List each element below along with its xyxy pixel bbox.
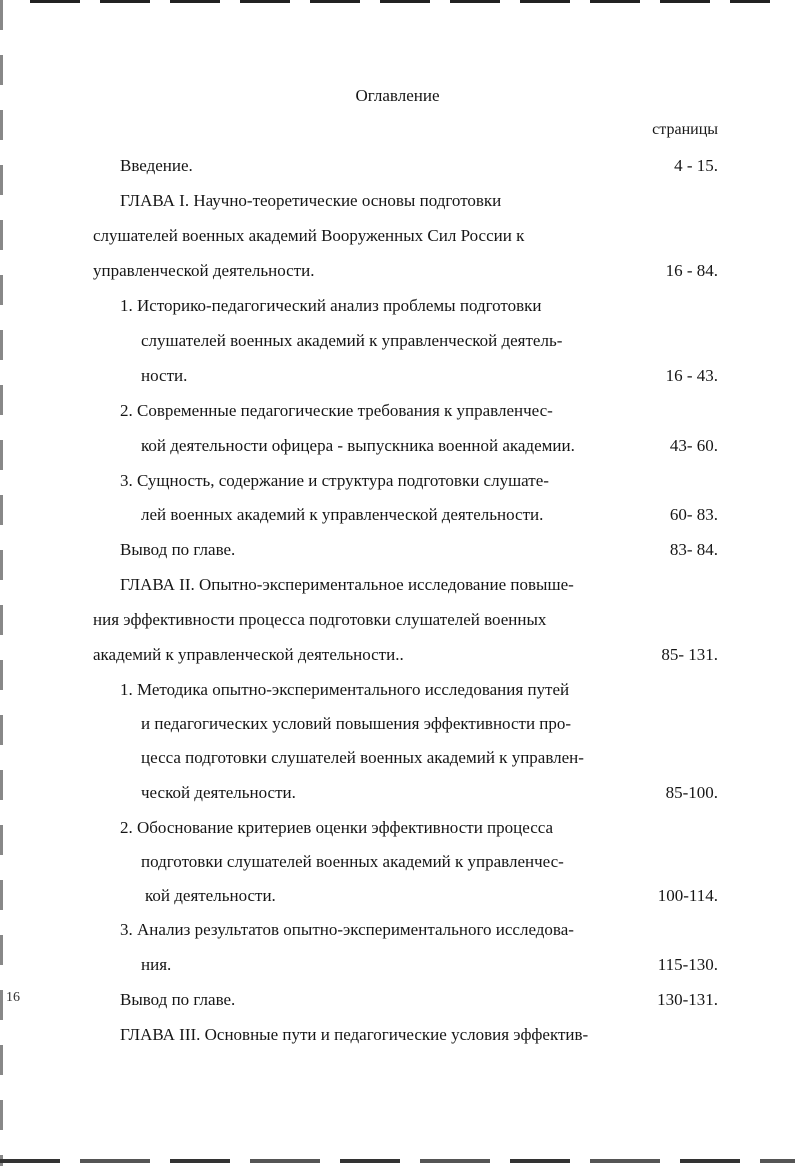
scan-left-edge (0, 0, 3, 1166)
toc-line: ческой деятельности. (141, 783, 296, 802)
toc-line: 3. Сущность, содержание и структура подготовки слушате- (120, 471, 549, 490)
scan-top-edge (30, 0, 770, 3)
toc-pages: 43- 60. (669, 436, 718, 455)
toc-line: академий к управленческой деятельности.. (93, 645, 404, 664)
scan-bottom-edge (0, 1159, 795, 1163)
toc-line: Введение. (120, 156, 193, 175)
toc-pages: 85- 131. (661, 645, 718, 664)
toc-line: ности. (141, 366, 188, 385)
page-title: Оглавление (355, 86, 440, 105)
toc-pages: 130-131. (657, 990, 718, 1009)
toc-pages: 60- 83. (669, 505, 718, 524)
toc-line: Вывод по главе. (120, 540, 236, 559)
toc-line: цесса подготовки слушателей военных академий к управлен- (141, 748, 584, 767)
toc-pages: 16 - 84. (665, 261, 718, 280)
toc-line: лей военных академий к управленческой деятельности. (141, 505, 544, 524)
toc-line: кой деятельности. (145, 886, 276, 905)
toc-pages: 83- 84. (669, 540, 718, 559)
toc-line: ГЛАВА III. Основные пути и педагогические условия эффектив- (120, 1025, 589, 1044)
toc-line: ГЛАВА II. Опытно-экспериментальное исследование повыше- (120, 575, 574, 594)
toc-line: ния эффективности процесса подготовки слушателей военных (93, 610, 547, 629)
toc-line: 3. Анализ результатов опытно-экспериментального исследова- (120, 920, 574, 939)
margin-mark: 16 (6, 990, 20, 1005)
toc-line: 2. Современные педагогические требования к управленчес- (120, 401, 553, 420)
toc-line: слушателей военных академий к управленческой деятель- (141, 331, 563, 350)
toc-pages: 85-100. (665, 783, 718, 802)
toc-line: ния. (141, 955, 172, 974)
toc-line: подготовки слушателей военных академий к управленчес- (141, 852, 564, 871)
toc-line: 1. Методика опытно-экспериментального исследования путей (120, 680, 570, 699)
toc-line: кой деятельности офицера - выпускника военной академии. (141, 436, 575, 455)
pages-column-header: страницы (652, 121, 718, 138)
toc-line: 2. Обоснование критериев оценки эффективности процесса (120, 818, 554, 837)
toc-line: управленческой деятельности. (93, 261, 315, 280)
toc-line: и педагогических условий повышения эффективности про- (141, 714, 572, 733)
toc-pages: 115-130. (657, 955, 718, 974)
toc-line: 1. Историко-педагогический анализ проблемы подготовки (120, 296, 542, 315)
toc-line: ГЛАВА I. Научно-теоретические основы подготовки (120, 191, 502, 210)
toc-pages: 4 - 15. (674, 156, 718, 175)
toc-pages: 16 - 43. (665, 366, 718, 385)
toc-line: Вывод по главе. (120, 990, 236, 1009)
toc-pages: 100-114. (657, 886, 718, 905)
toc-line: слушателей военных академий Вооруженных Сил России к (93, 226, 525, 245)
